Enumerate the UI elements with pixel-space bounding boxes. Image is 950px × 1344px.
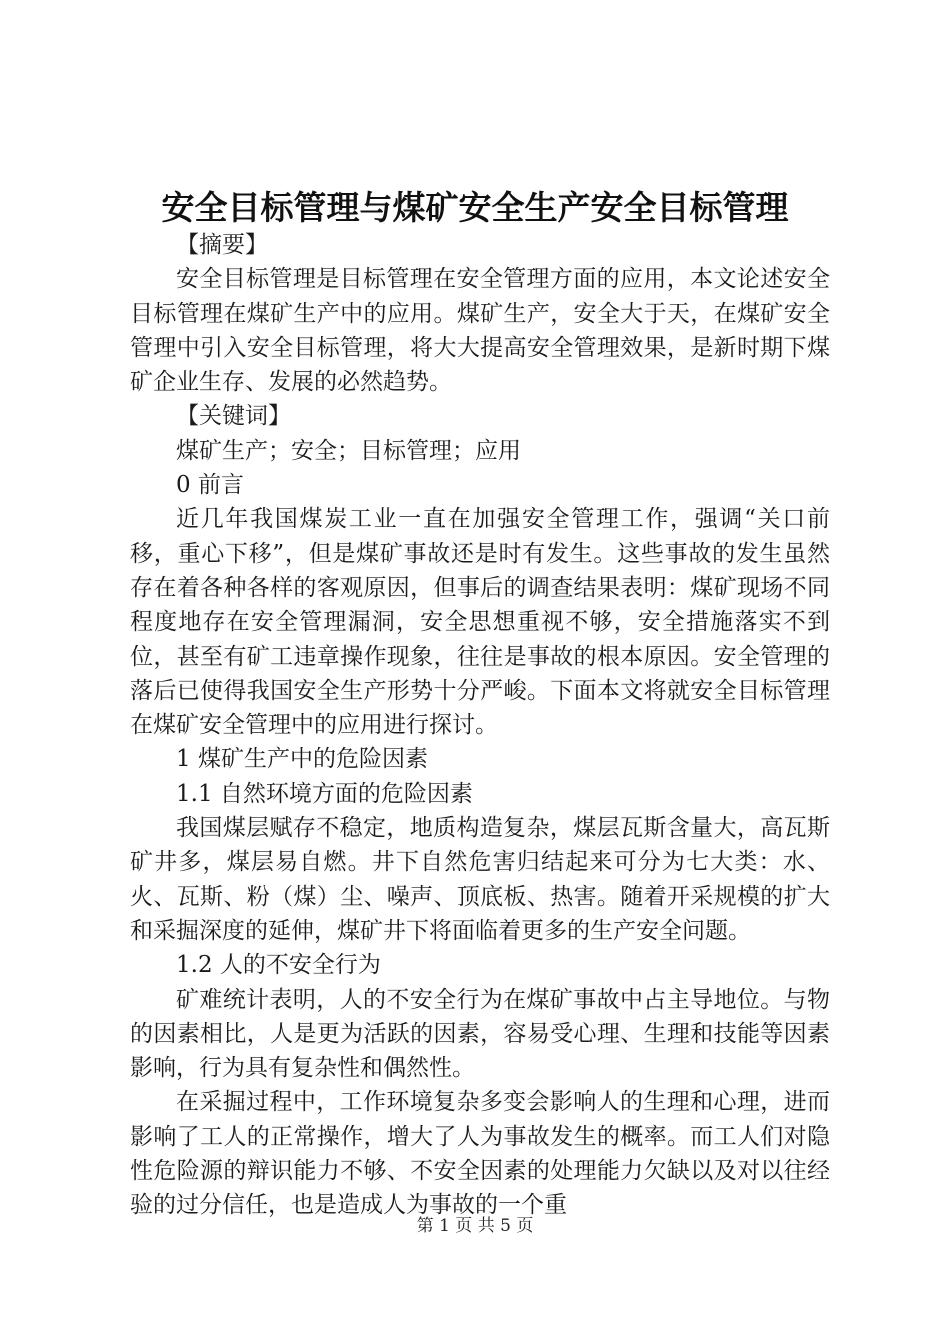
document-title: 安全目标管理与煤矿安全生产安全目标管理 <box>161 188 789 227</box>
paragraph-mining-process: 在采掘过程中，工作环境复杂多变会影响人的生理和心理，进而影响了工人的正常操作，增大了人为事故发生的概率。而工人们对隐性危险源的辩识能力不够、不安全因素的处理能力欠缺以及对以往经验的过分信任，也是造成人为事故的一个重 <box>130 1089 830 1219</box>
subsection-heading-1-2: 1.2 人的不安全行为 <box>176 952 381 979</box>
paragraph-intro: 近几年我国煤炭工业一直在加强安全管理工作，强调“关口前移，重心下移”，但是煤矿事故还是时有发生。这些事故的发生虽然存在着各种各样的客观原因，但事后的调查结果表明：煤矿现场不同程度地存在安全管理漏洞，安全思想重视不够，安全措施落实不到位，甚至有矿工违章操作现象，往往是事故的根本原因。安全管理的落后已使得我国安全生产形势十分严峻。下面本文将就安全目标管理在煤矿安全管理中的应用进行探讨。 <box>130 506 830 739</box>
document-body <box>130 228 830 1223</box>
page-footer: 第 1 页 共 5 页 <box>416 1216 534 1236</box>
keywords-text: 煤矿生产；安全；目标管理；应用 <box>176 437 521 464</box>
section-heading-0: 0 前言 <box>176 472 244 499</box>
paragraph-unsafe-behavior: 矿难统计表明，人的不安全行为在煤矿事故中占主导地位。与物的因素相比，人是更为活跃的因素，容易受心理、生理和技能等因素影响，行为具有复杂性和偶然性。 <box>130 986 830 1082</box>
subsection-heading-1-1: 1.1 自然环境方面的危险因素 <box>176 780 473 807</box>
section-heading-1: 1 煤矿生产中的危险因素 <box>176 746 428 773</box>
abstract-heading: 【摘要】 <box>176 232 268 258</box>
keywords-heading: 【关键词】 <box>176 403 291 430</box>
paragraph-natural-hazards: 我国煤层赋存不稳定，地质构造复杂，煤层瓦斯含量大，高瓦斯矿井多，煤层易自燃。井下自然危害归结起来可分为七大类：水、火、瓦斯、粉（煤）尘、噪声、顶底板、热害。随着开采规模的扩大和采掘深度的延伸，煤矿井下将面临着更多的生产安全问题。 <box>130 815 830 944</box>
abstract-text: 安全目标管理是目标管理在安全管理方面的应用，本文论述安全目标管理在煤矿生产中的应用。煤矿生产，安全大于天，在煤矿安全管理中引入安全目标管理，将大大提高安全管理效果，是新时期下煤矿企业生存、发展的必然趋势。 <box>130 266 830 396</box>
